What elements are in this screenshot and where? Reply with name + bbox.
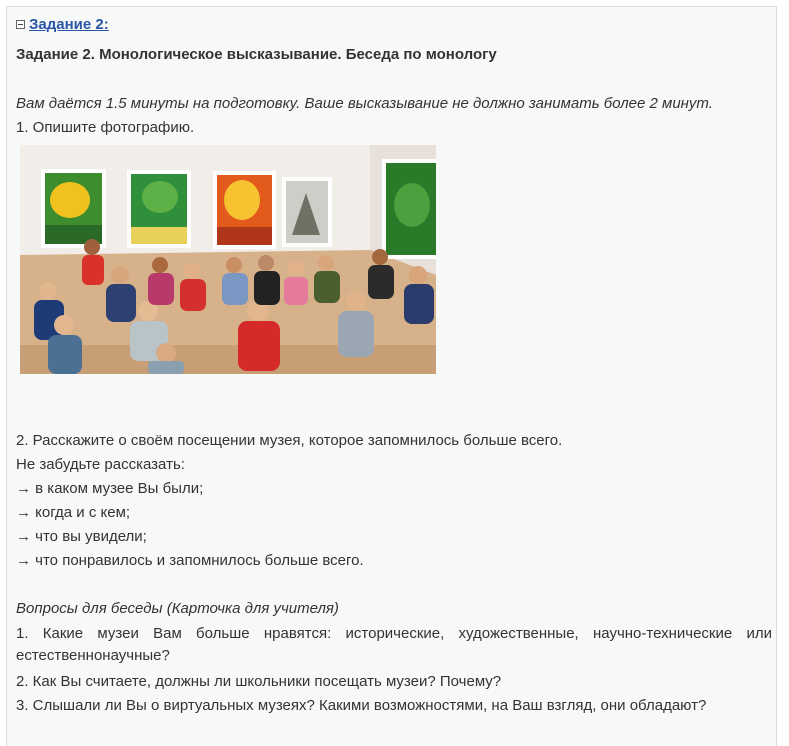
list-item: → когда и с кем; — [16, 504, 131, 521]
collapse-toggle-icon[interactable] — [16, 20, 25, 29]
list-item: → что понравилось и запомнилось больше всего. — [16, 552, 364, 569]
task-title-link[interactable]: Задание 2: — [29, 16, 109, 33]
reminder-text: Не забудьте рассказать: — [16, 456, 185, 473]
question-item: 3. Слышали ли Вы о виртуальных музеях? Какими возможностями, на Ваш взгляд, они обладают? — [16, 697, 707, 714]
time-note: Вам даётся 1.5 минуты на подготовку. Ваше высказывание не должно занимать более 2 минут. — [16, 95, 713, 112]
questions-title: Вопросы для беседы (Карточка для учителя) — [16, 600, 339, 617]
list-item: → в каком музее Вы были; — [16, 480, 204, 497]
item-museum-visit: 2. Расскажите о своём посещении музея, которое запомнилось больше всего. — [16, 432, 563, 449]
item-describe-photo: 1. Опишите фотографию. — [16, 119, 195, 136]
task-panel — [6, 6, 777, 746]
question-item: 1. Какие музеи Вам больше нравятся: исторические, художественные, научно-технические или естественнонаучные? — [16, 625, 772, 664]
museum-photo — [20, 145, 436, 374]
task-heading: Задание 2. Монологическое высказывание. Беседа по монологу — [16, 46, 497, 63]
museum-photo-illustration — [20, 145, 436, 374]
list-item: → что вы увидели; — [16, 528, 147, 545]
question-item: 2. Как Вы считаете, должны ли школьники посещать музеи? Почему? — [16, 673, 502, 690]
